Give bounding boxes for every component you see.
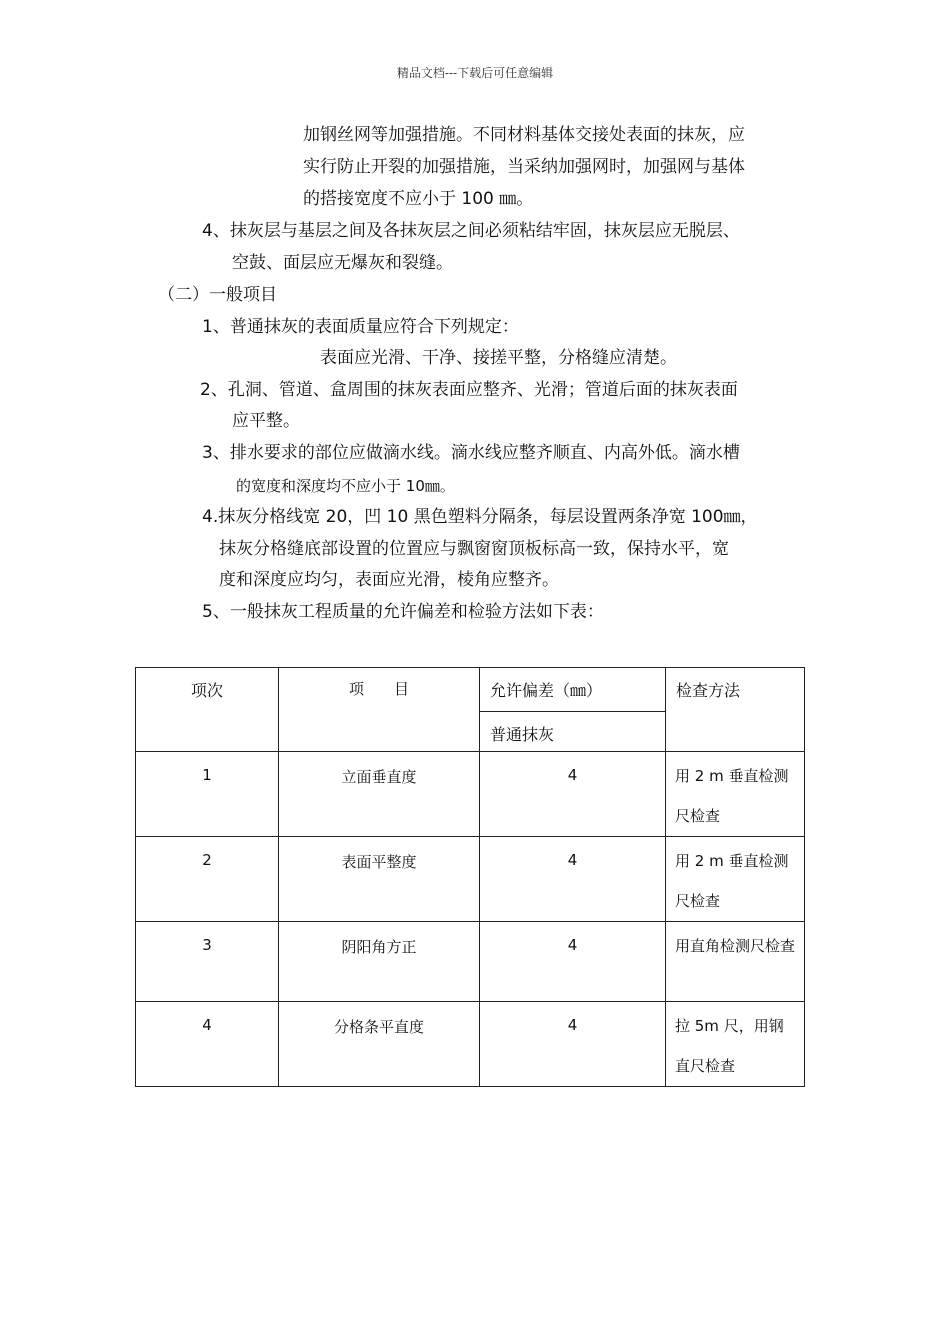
row-item: 表面平整度 (279, 837, 480, 922)
paragraph-line: 抹灰分格缝底部设置的位置应与飘窗窗顶板标高一致，保持水平，宽 (219, 539, 729, 559)
paragraph-line: 的搭接宽度不应小于 100 ㎜。 (303, 189, 534, 209)
paragraph-line: 度和深度应均匀，表面应光滑，棱角应整齐。 (219, 570, 559, 590)
row-item: 阴阳角方正 (279, 922, 480, 1002)
paragraph-line: 3、排水要求的部位应做滴水线。滴水线应整齐顺直、内高外低。滴水槽 (202, 443, 740, 463)
header-method: 检查方法 (666, 668, 805, 752)
table-row (136, 1002, 805, 1087)
section-heading: （二）一般项目 (158, 285, 277, 305)
row-method: 用 2 m 垂直检测尺检查 (666, 837, 805, 922)
header-item: 项 目 (279, 668, 480, 752)
header-tolerance: 允许偏差（㎜） (480, 668, 666, 712)
paragraph-line: 的宽度和深度均不应小于 10㎜。 (236, 477, 455, 495)
paragraph-line: 空鼓、面层应无爆灰和裂缝。 (232, 253, 453, 273)
row-index: 3 (136, 922, 279, 1002)
paragraph-line: 5、一般抹灰工程质量的允许偏差和检验方法如下表： (202, 602, 604, 622)
row-index: 1 (136, 752, 279, 837)
row-index: 2 (136, 837, 279, 922)
paragraph-line: 2、孔洞、管道、盒周围的抹灰表面应整齐、光滑；管道后面的抹灰表面 (200, 380, 738, 400)
paragraph-line: 1、普通抹灰的表面质量应符合下列规定： (202, 317, 519, 337)
row-tolerance: 4 (480, 752, 666, 837)
paragraph-line: 实行防止开裂的加强措施，当采纳加强网时，加强网与基体 (303, 157, 745, 177)
paragraph-line: 表面应光滑、干净、接搓平整，分格缝应清楚。 (320, 348, 677, 368)
row-method: 用直角检测尺检查 (666, 922, 805, 1002)
row-tolerance: 4 (480, 1002, 666, 1087)
row-index: 4 (136, 1002, 279, 1087)
row-method: 用 2 m 垂直检测尺检查 (666, 752, 805, 837)
row-tolerance: 4 (480, 922, 666, 1002)
paragraph-line: 4、抹灰层与基层之间及各抹灰层之间必须粘结牢固，抹灰层应无脱层、 (202, 221, 740, 241)
row-method: 拉 5m 尺，用钢直尺检查 (666, 1002, 805, 1087)
row-item: 立面垂直度 (279, 752, 480, 837)
page-header: 精品文档---下载后可任意编辑 (396, 66, 554, 80)
tolerance-table (135, 667, 805, 1087)
header-subcolumn: 普通抹灰 (480, 712, 666, 752)
row-item: 分格条平直度 (279, 1002, 480, 1087)
table-row (136, 837, 805, 922)
table-row (136, 922, 805, 1002)
paragraph-line: 应平整。 (232, 411, 300, 431)
header-index: 项次 (136, 668, 279, 752)
table-row (136, 752, 805, 837)
paragraph-line: 4.抹灰分格线宽 20，凹 10 黑色塑料分隔条，每层设置两条净宽 100㎜， (202, 507, 758, 527)
paragraph-line: 加钢丝网等加强措施。不同材料基体交接处表面的抹灰，应 (303, 125, 745, 145)
row-tolerance: 4 (480, 837, 666, 922)
